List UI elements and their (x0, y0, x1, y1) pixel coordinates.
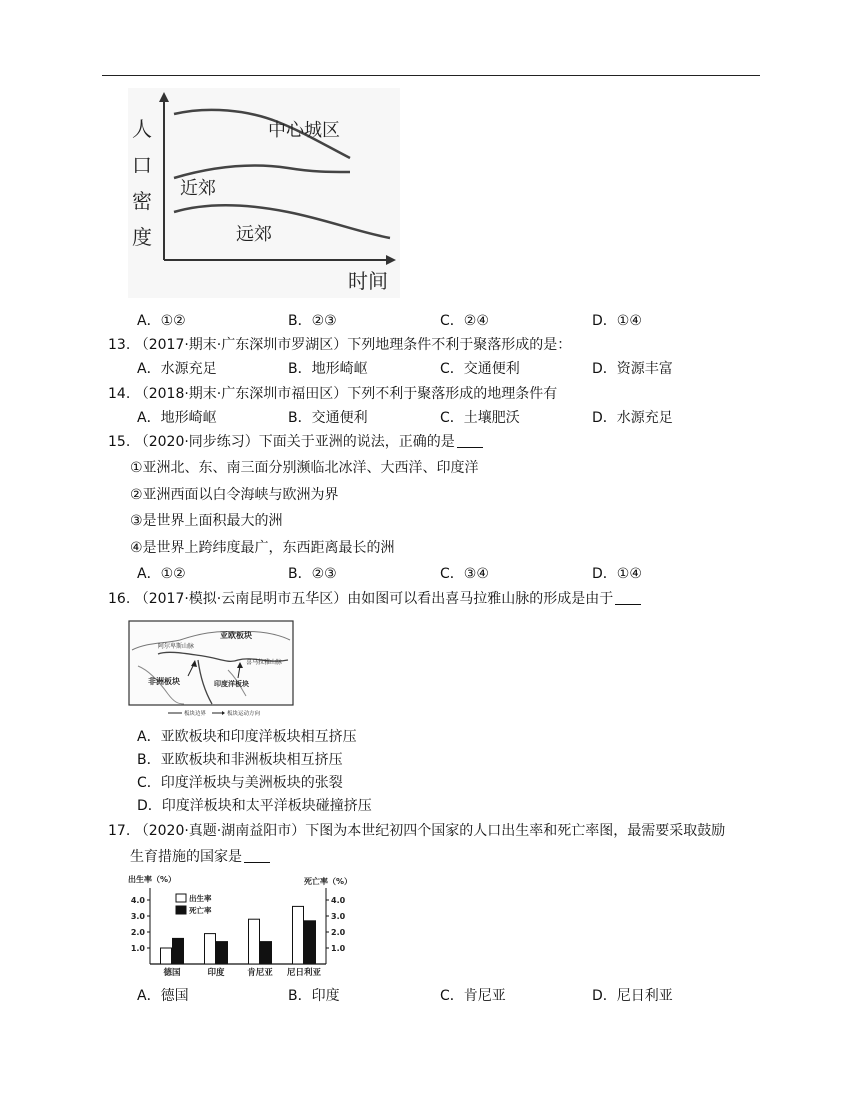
tick-label-right: 3.0 (331, 912, 346, 921)
xlabel: 时间 (348, 269, 388, 293)
option-letter: D． (592, 988, 617, 1004)
option-text: ②③ (311, 566, 337, 582)
bar-death-rate (305, 921, 316, 964)
q15-statement: ②亚洲西面以白令海峡与欧洲为界 (130, 487, 339, 503)
q17-option-b[interactable] (288, 986, 340, 1006)
option-letter: B． (288, 313, 312, 329)
q14-option-d[interactable] (592, 408, 673, 428)
label-near: 近郊 (180, 178, 216, 199)
option-text: 水源充足 (616, 410, 673, 426)
option-letter: C． (440, 410, 464, 426)
option-letter: B． (137, 752, 161, 768)
q17-option-d[interactable] (592, 986, 673, 1006)
option-letter: C． (440, 566, 464, 582)
option-text: 印度洋板块与美洲板块的张裂 (160, 775, 343, 791)
bar-death-rate (261, 942, 272, 964)
q15-stem (108, 432, 483, 452)
population-density-figure (128, 88, 400, 298)
bar-death-rate (217, 942, 228, 964)
legend-direction-arrow-head (222, 711, 225, 715)
option-letter: A． (137, 566, 161, 582)
category-label: 德国 (163, 968, 181, 978)
q15-option-a[interactable] (137, 564, 186, 584)
question-number: 14. (108, 386, 131, 402)
q16-option-a[interactable] (137, 727, 357, 747)
legend-swatch-birth (176, 894, 186, 902)
q17-option-a[interactable] (137, 986, 189, 1006)
q12-option-d[interactable] (592, 311, 642, 331)
q14-option-b[interactable] (288, 408, 368, 428)
option-text: 地形崎岖 (160, 410, 217, 426)
option-letter: B． (288, 410, 312, 426)
tick-label-left: 2.0 (130, 928, 145, 937)
q14-option-a[interactable] (137, 408, 217, 428)
tick-label-left: 3.0 (130, 912, 145, 921)
q15-option-c[interactable] (440, 564, 489, 584)
option-text: 印度洋板块和太平洋板块碰撞挤压 (161, 798, 372, 814)
q15-statement: ③是世界上面积最大的洲 (130, 513, 283, 529)
q13-stem (108, 335, 571, 355)
option-text: 水源充足 (160, 361, 217, 377)
ylabel-char: 度 (132, 225, 152, 249)
q16-option-d[interactable] (137, 796, 372, 816)
question-text: （2017·期末·广东深圳市罗湖区）下列地理条件不利于聚落形成的是： (134, 337, 572, 353)
option-text: ①② (160, 313, 186, 329)
q16-option-b[interactable] (137, 750, 343, 770)
q13-option-c[interactable] (440, 359, 520, 379)
option-text: 亚欧板块和印度洋板块相互挤压 (160, 729, 357, 745)
q14-stem (108, 384, 557, 404)
category-label: 肯尼亚 (247, 968, 273, 978)
label-africa-plate: 非洲板块 (148, 677, 180, 686)
ylabel-char: 密 (132, 189, 152, 213)
q15-option-d[interactable] (592, 564, 642, 584)
option-text: ③④ (463, 566, 489, 582)
question-number: 13. (108, 337, 131, 353)
label-himalaya: 喜马拉雅山脉 (246, 659, 283, 666)
option-letter: D． (592, 361, 617, 377)
q13-option-b[interactable] (288, 359, 368, 379)
option-text: 土壤肥沃 (463, 410, 520, 426)
option-text: ②④ (463, 313, 489, 329)
option-text: ①④ (616, 313, 642, 329)
bar-birth-rate (205, 934, 216, 964)
option-letter: C． (137, 775, 161, 791)
plate-map-figure (128, 620, 296, 718)
label-indian-plate: 印度洋板块 (214, 680, 249, 688)
ylabel-right: 死亡率（%） (304, 877, 353, 886)
rate-chart-svg (126, 872, 366, 984)
tick-label-right: 1.0 (331, 944, 346, 953)
option-text: 亚欧板块和非洲板块相互挤压 (160, 752, 343, 768)
q14-option-c[interactable] (440, 408, 520, 428)
option-letter: A． (137, 410, 161, 426)
option-letter: C． (440, 988, 464, 1004)
option-letter: C． (440, 313, 464, 329)
q17-stem-line2 (130, 847, 270, 867)
option-letter: A． (137, 729, 161, 745)
q13-option-d[interactable] (592, 359, 673, 379)
bar-death-rate (173, 938, 184, 964)
option-letter: B． (288, 988, 312, 1004)
question-text: （2017·模拟·云南昆明市五华区）由如图可以看出喜马拉雅山脉的形成是由于 (134, 591, 614, 607)
q15-statement: ①亚洲北、东、南三面分别濒临北冰洋、大西洋、印度洋 (130, 460, 479, 476)
population-density-svg (128, 88, 400, 298)
option-letter: D． (137, 798, 162, 814)
q17-option-c[interactable] (440, 986, 506, 1006)
header-rule (102, 75, 760, 76)
option-letter: B． (288, 566, 312, 582)
legend-swatch-death (176, 906, 186, 914)
q13-option-a[interactable] (137, 359, 217, 379)
option-letter: A． (137, 988, 161, 1004)
label-alps: 阿尔卑斯山脉 (158, 643, 195, 650)
question-text: 生育措施的国家是 (130, 849, 242, 865)
q16-stem (108, 589, 641, 609)
q12-option-c[interactable] (440, 311, 489, 331)
plate-map-svg (128, 620, 296, 718)
tick-label-right: 4.0 (331, 896, 346, 905)
legend-direction-text: 板块运动方向 (227, 711, 261, 717)
question-text: （2020·真题·湖南益阳市）下图为本世纪初四个国家的人口出生率和死亡率图，最需要采取鼓励 (134, 823, 726, 839)
label-far: 远郊 (236, 224, 272, 245)
legend-label-death: 死亡率 (189, 906, 212, 915)
question-number: 17. (108, 823, 131, 839)
ylabel-left: 出生率（%） (128, 875, 177, 884)
label-center: 中心城区 (268, 120, 340, 141)
option-letter: D． (592, 566, 617, 582)
ylabel-char: 口 (132, 153, 152, 177)
option-text: ①④ (616, 566, 642, 582)
category-label: 尼日利亚 (286, 968, 322, 978)
option-text: ②③ (311, 313, 337, 329)
q12-option-b[interactable] (288, 311, 337, 331)
option-text: 肯尼亚 (463, 988, 506, 1004)
tick-label-right: 2.0 (331, 928, 346, 937)
question-text: （2018·期末·广东深圳市福田区）下列不利于聚落形成的地理条件有 (134, 386, 558, 402)
q16-option-c[interactable] (137, 773, 343, 793)
answer-blank[interactable] (457, 433, 483, 448)
tick-label-left: 1.0 (130, 944, 145, 953)
answer-blank[interactable] (615, 590, 641, 605)
option-letter: A． (137, 313, 161, 329)
option-letter: B． (288, 361, 312, 377)
legend-label-birth: 出生率 (189, 894, 212, 903)
bar-birth-rate (161, 948, 172, 964)
option-letter: C． (440, 361, 464, 377)
option-text: 交通便利 (463, 361, 520, 377)
legend-boundary-text: 板块边界 (184, 711, 207, 717)
q17-stem-line1 (108, 821, 725, 841)
q15-statement: ④是世界上跨纬度最广，东西距离最长的洲 (130, 540, 395, 556)
bar-birth-rate (249, 919, 260, 964)
question-text: （2020·同步练习）下面关于亚洲的说法，正确的是 (134, 434, 455, 450)
question-number: 16. (108, 591, 131, 607)
label-eurasia-plate: 亚欧板块 (220, 631, 252, 640)
option-text: 地形崎岖 (311, 361, 368, 377)
option-text: 尼日利亚 (616, 988, 673, 1004)
birth-death-rate-chart (126, 872, 366, 984)
q12-option-a[interactable] (137, 311, 186, 331)
question-number: 15. (108, 434, 131, 450)
bar-birth-rate (293, 906, 304, 964)
category-label: 印度 (207, 968, 225, 978)
option-text: 交通便利 (311, 410, 368, 426)
option-text: 印度 (311, 988, 340, 1004)
option-letter: D． (592, 410, 617, 426)
option-text: 德国 (160, 988, 189, 1004)
answer-blank[interactable] (244, 848, 270, 863)
q15-option-b[interactable] (288, 564, 337, 584)
option-text: ①② (160, 566, 186, 582)
ylabel-char: 人 (132, 117, 152, 141)
tick-label-left: 4.0 (130, 896, 145, 905)
option-letter: A． (137, 361, 161, 377)
option-letter: D． (592, 313, 617, 329)
option-text: 资源丰富 (616, 361, 673, 377)
